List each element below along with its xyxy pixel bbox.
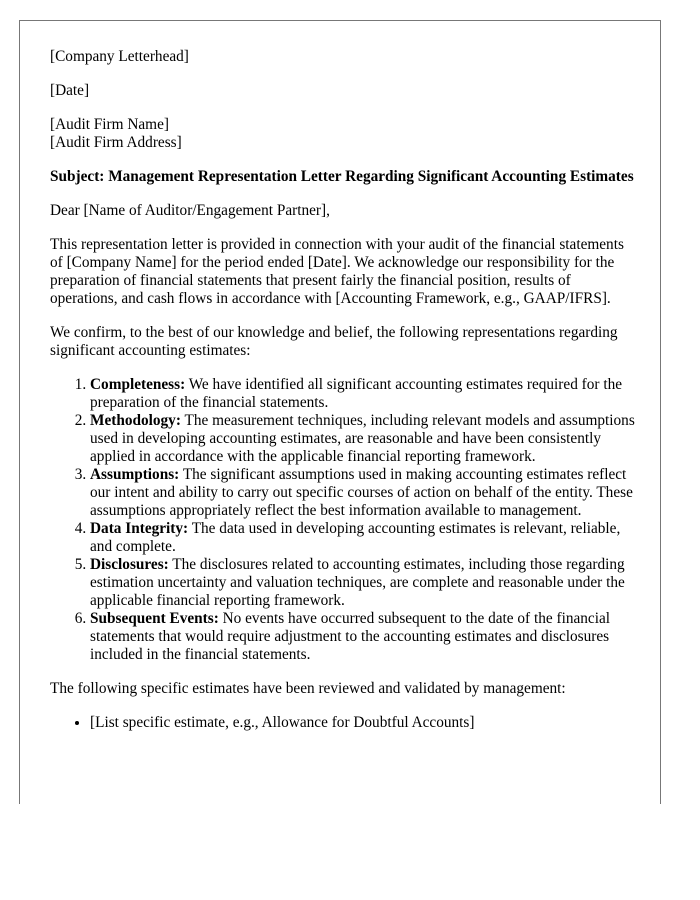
audit-firm-address: [Audit Firm Address] (50, 134, 182, 151)
representations-list (50, 376, 640, 664)
item-text: The measurement techniques, including relevant models and assumptions used in developing accounting estimates, are reasonable and have been consistently applied in accordance with the applicable financial reporting framework. (90, 412, 635, 465)
item-title: Subsequent Events: (90, 610, 219, 627)
list-item: • [List specific estimate, e.g., Allowance for Doubtful Accounts] (90, 714, 640, 732)
item-text: We have identified all significant accounting estimates required for the preparation of the financial statements. (90, 376, 623, 411)
salutation: Dear [Name of Auditor/Engagement Partner], (50, 202, 330, 219)
estimates-list (50, 714, 640, 732)
list-item (90, 376, 640, 412)
confirmation-paragraph: We confirm, to the best of our knowledge and belief, the following representations regarding significant accounting estimates: (50, 324, 618, 359)
item-text: The data used in developing accounting estimates is relevant, reliable, and complete. (90, 520, 621, 555)
item-text: The disclosures related to accounting estimates, including those regarding estimation uncertainty and valuation techniques, are complete and reasonable under the applicable financial reporting framework. (90, 556, 625, 609)
list-item (90, 610, 640, 664)
letter-page (19, 20, 661, 804)
list-item (90, 520, 640, 556)
letterhead: [Company Letterhead] (50, 48, 189, 65)
estimates-intro: The following specific estimates have been reviewed and validated by management: (50, 680, 566, 697)
letter-body (50, 48, 640, 732)
item-title: Disclosures: (90, 556, 169, 573)
audit-firm-name: [Audit Firm Name] (50, 116, 169, 133)
item-title: Assumptions: (90, 466, 180, 483)
letter-date: [Date] (50, 82, 90, 99)
list-item (90, 466, 640, 520)
item-title: Data Integrity: (90, 520, 189, 537)
item-title: Methodology: (90, 412, 181, 429)
item-text: The significant assumptions used in making accounting estimates reflect our intent and ability to carry out specific courses of action on behalf of the entity. These assumptions appropriately reflect the best information available to management. (90, 466, 633, 519)
intro-paragraph: This representation letter is provided in connection with your audit of the financial statements of [Company Name] for the period ended [Date]. We acknowledge our responsibility for the preparation of financial statements that present fairly the financial position, results of operations, and cash flows in accordance with [Accounting Framework, e.g., GAAP/IFRS]. (50, 236, 624, 307)
list-item (90, 412, 640, 466)
list-item (90, 556, 640, 610)
item-text: No events have occurred subsequent to the date of the financial statements that would require adjustment to the accounting estimates and disclosures included in the financial statements. (90, 610, 610, 663)
item-title: Completeness: (90, 376, 186, 393)
letter-subject: Subject: Management Representation Letter Regarding Significant Accounting Estimates (50, 168, 634, 185)
